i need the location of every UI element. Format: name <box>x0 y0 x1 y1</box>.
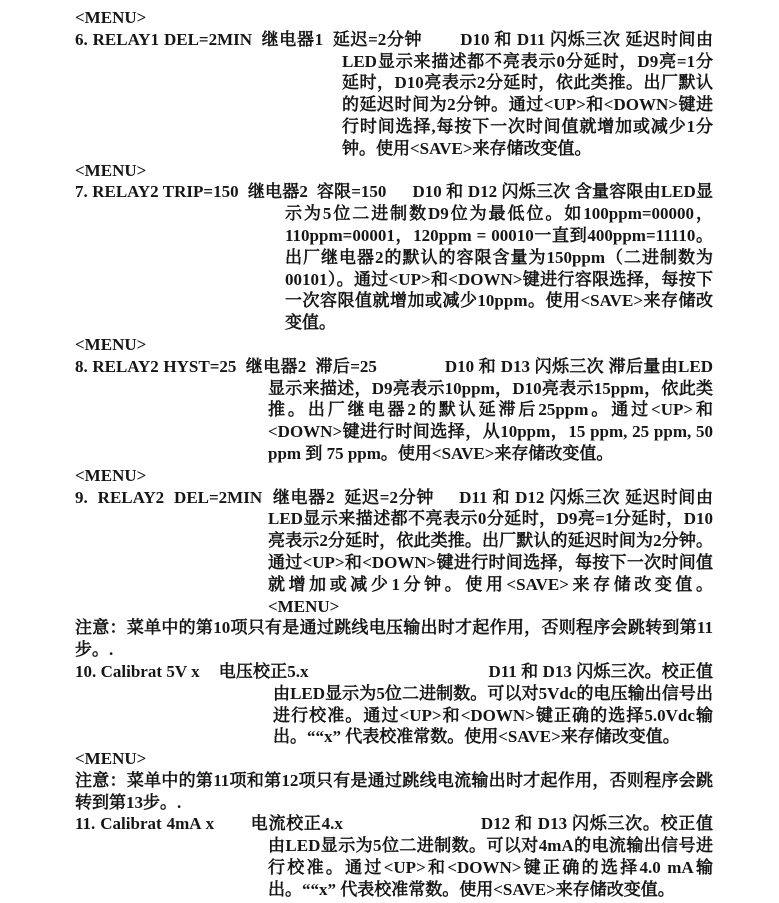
tab-spacer <box>422 44 460 45</box>
item-8-description: D10 和 D13 闪烁三次 滞后量由LED显示来描述，D9亮表示10ppm，D10亮表示15ppm，依此类推。出厂继电器2的默认延滞后25ppm。通过<UP>和<DOWN>键进行时间选择，从10ppm，15 ppm, 25 ppm, 50 ppm 到 75 ppm。使用<SAVE>来存储改变值。 <box>268 356 713 463</box>
menu-item-11 <box>75 813 713 900</box>
item-7-label-zh: 继电器2 容限=150 <box>247 182 387 202</box>
item-8-label-zh: 继电器2 滞后=25 <box>245 356 377 376</box>
menu-token-5: <MENU> <box>75 749 147 769</box>
tab-spacer <box>308 676 488 677</box>
menu-item-8 <box>75 356 713 465</box>
tab-spacer <box>377 371 445 372</box>
item-7-label-en: 7. RELAY2 TRIP=150 <box>75 182 239 202</box>
note-step-10: 注意：菜单中的第10项只有是通过跳线电压输出时才起作用，否则程序会跳转到第11步。. <box>75 618 713 660</box>
item-11-label-zh: 电流校正4.x <box>250 814 343 834</box>
menu-item-7 <box>75 181 713 334</box>
item-10-label-en: 10. Calibrat 5V x <box>75 661 200 681</box>
menu-item-10 <box>75 661 713 748</box>
item-11-label-en: 11. Calibrat 4mA x <box>75 814 215 834</box>
item-9-description: D11 和 D12 闪烁三次 延迟时间由LED显示来描述都不亮表示0分延时，D9亮=1分延时，D10亮表示2分延时，依此类推。出厂默认的延迟时间为2分钟。通过<UP>和<DOWN>键进行时间选择，每按下一次时间值就增加或减少1分钟。使用<SAVE>来存储改变值。<MENU> <box>268 487 713 616</box>
item-9-label-zh: 继电器2 延迟=2分钟 <box>272 487 435 507</box>
item-7-description: D10 和 D12 闪烁三次 含量容限由LED显示为5位二进制数D9位为最低位。如100ppm=00000，110ppm=00001，120ppm = 00010一直到400ppm=11110。出厂继电器2的默认的容限含量为150ppm（二进制数为00101）。通过<UP>和<DOWN>键进行容限选择，每按下一次容限值就增加或减少10ppm。使用<SAVE>来存储改变值。 <box>285 182 714 333</box>
item-8-label-en: 8. RELAY2 HYST=25 <box>75 356 237 376</box>
item-10-label-zh: 电压校正5.x <box>218 661 309 681</box>
item-10-description: D11 和 D13 闪烁三次。校正值由LED显示为5位二进制数。可以对5Vdc的电压输出信号出进行校准。通过<UP>和<DOWN>键正确的选择5.0Vdc输出。““x” 代表校准常数。使用<SAVE>来存储改变值。 <box>273 661 714 747</box>
item-9-label-en: 9. RELAY2 DEL=2MIN <box>75 487 263 507</box>
menu-item-9 <box>75 487 713 618</box>
item-6-label-en: 6. RELAY1 DEL=2MIN <box>75 29 253 49</box>
tab-spacer <box>434 502 459 503</box>
note-step-11: 注意：菜单中的第11项和第12项只有是通过跳线电流输出时才起作用，否则程序会跳转到第13步。. <box>75 770 713 812</box>
item-11-description: D12 和 D13 闪烁三次。校正值由LED显示为5位二进制数。可以对4mA的电流输出信号进行校准。通过<UP>和<DOWN>键正确的选择4.0 mA输出。““x” 代表校准常数。使用<SAVE>来存储改变值。 <box>268 814 714 899</box>
menu-token-3: <MENU> <box>75 334 147 354</box>
menu-token-1: <MENU> <box>75 8 147 27</box>
item-6-description: D10 和 D11 闪烁三次 延迟时间由LED显示来描述都不亮表示0分延时，D9亮=1分延时，D10亮表示2分延时，依此类推。出厂默认的延迟时间为2分钟。通过<UP>和<DOWN>键进行时间选择,每按下一次时间值就增加或减少1分钟。使用<SAVE>来存储改变值。 <box>342 29 714 158</box>
tab-spacer <box>386 196 412 197</box>
menu-token-2: <MENU> <box>75 160 147 180</box>
tab-spacer <box>343 828 481 829</box>
menu-token-4: <MENU> <box>75 465 147 485</box>
item-6-label-zh: 继电器1 延迟=2分钟 <box>261 29 423 49</box>
menu-item-6 <box>75 29 713 160</box>
